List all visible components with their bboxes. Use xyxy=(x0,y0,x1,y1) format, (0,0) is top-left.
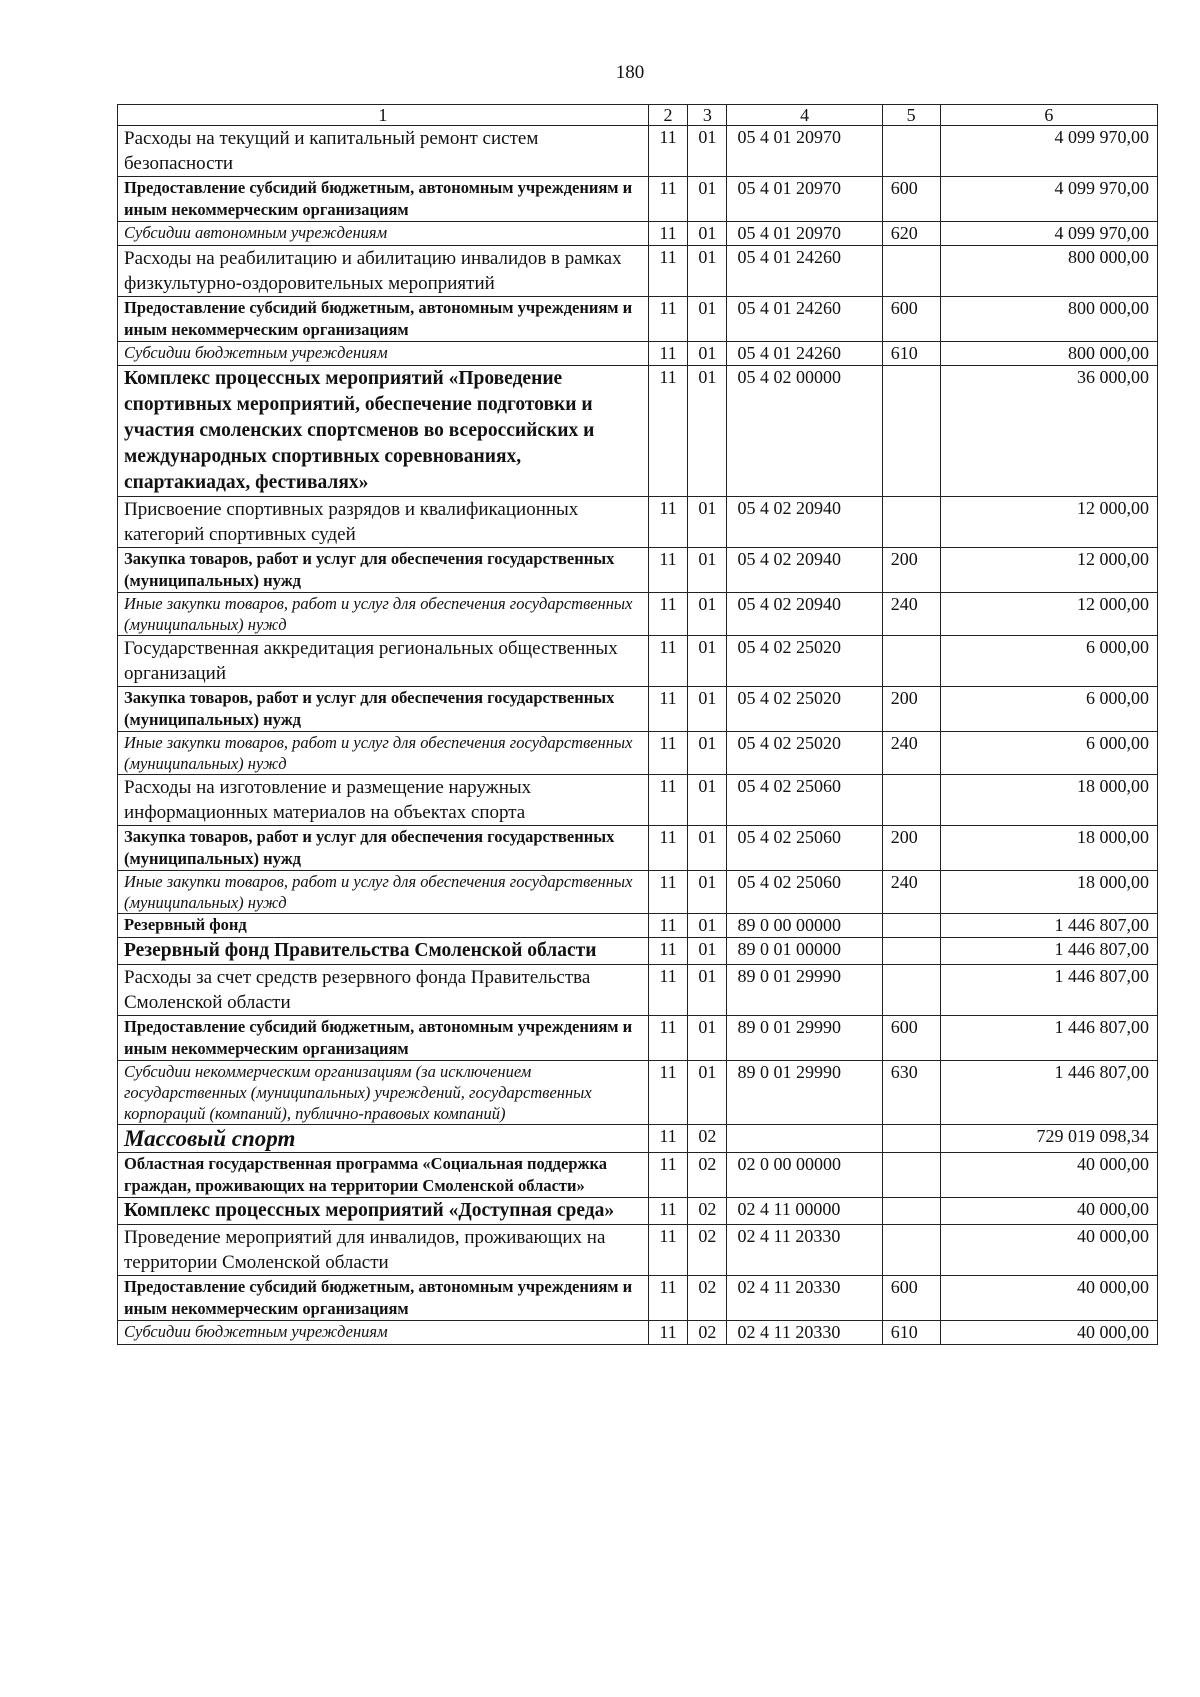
subsection-cell: 01 xyxy=(688,732,727,775)
target-article-cell: 89 0 01 29990 xyxy=(727,965,882,1016)
table-row xyxy=(118,297,1158,342)
target-article-cell: 05 4 02 25020 xyxy=(727,636,882,687)
target-article-cell: 05 4 02 25060 xyxy=(727,775,882,826)
target-article-cell: 05 4 02 20940 xyxy=(727,593,882,636)
header-col-3: 3 xyxy=(688,105,727,126)
amount-cell: 36 000,00 xyxy=(940,366,1157,497)
row-name-cell: Областная государственная программа «Социальная поддержка граждан, проживающих на территории Смоленской области» xyxy=(118,1153,649,1198)
section-cell: 11 xyxy=(648,1016,687,1061)
target-article-cell: 05 4 01 20970 xyxy=(727,222,882,246)
subsection-cell: 01 xyxy=(688,222,727,246)
row-name-cell: Закупка товаров, работ и услуг для обеспечения государственных (муниципальных) нужд xyxy=(118,687,649,732)
table-row xyxy=(118,177,1158,222)
page-number: 180 xyxy=(615,62,645,83)
subsection-cell: 01 xyxy=(688,1061,727,1125)
section-cell: 11 xyxy=(648,1153,687,1198)
expense-type-cell xyxy=(882,965,940,1016)
table-row xyxy=(118,1016,1158,1061)
table-row xyxy=(118,826,1158,871)
table-row xyxy=(118,775,1158,826)
header-col-2: 2 xyxy=(648,105,687,126)
target-article-cell: 89 0 01 00000 xyxy=(727,938,882,965)
table-row xyxy=(118,871,1158,914)
amount-cell: 6 000,00 xyxy=(940,687,1157,732)
section-cell: 11 xyxy=(648,366,687,497)
section-cell: 11 xyxy=(648,1125,687,1153)
expense-type-cell: 240 xyxy=(882,732,940,775)
section-cell: 11 xyxy=(648,126,687,177)
row-name-cell: Субсидии автономным учреждениям xyxy=(118,222,649,246)
section-cell: 11 xyxy=(648,1061,687,1125)
section-cell: 11 xyxy=(648,177,687,222)
subsection-cell: 01 xyxy=(688,775,727,826)
expense-type-cell xyxy=(882,1153,940,1198)
expense-type-cell xyxy=(882,497,940,548)
section-cell: 11 xyxy=(648,222,687,246)
table-row xyxy=(118,548,1158,593)
target-article-cell: 05 4 02 25060 xyxy=(727,871,882,914)
table-row xyxy=(118,1153,1158,1198)
subsection-cell: 01 xyxy=(688,497,727,548)
expense-type-cell: 630 xyxy=(882,1061,940,1125)
amount-cell: 18 000,00 xyxy=(940,775,1157,826)
section-cell: 11 xyxy=(648,1321,687,1345)
expense-type-cell: 610 xyxy=(882,342,940,366)
table-row xyxy=(118,1198,1158,1225)
amount-cell: 6 000,00 xyxy=(940,732,1157,775)
target-article-cell: 89 0 01 29990 xyxy=(727,1061,882,1125)
table-row xyxy=(118,593,1158,636)
target-article-cell: 05 4 01 24260 xyxy=(727,297,882,342)
table-body xyxy=(118,126,1158,1345)
header-col-5: 5 xyxy=(882,105,940,126)
amount-cell: 40 000,00 xyxy=(940,1276,1157,1321)
row-name-cell: Массовый спорт xyxy=(118,1125,649,1153)
section-cell: 11 xyxy=(648,497,687,548)
expense-type-cell: 600 xyxy=(882,1016,940,1061)
subsection-cell: 01 xyxy=(688,1016,727,1061)
row-name-cell: Расходы на изготовление и размещение наружных информационных материалов на объектах спорта xyxy=(118,775,649,826)
section-cell: 11 xyxy=(648,871,687,914)
row-name-cell: Государственная аккредитация региональных общественных организаций xyxy=(118,636,649,687)
target-article-cell: 05 4 02 25060 xyxy=(727,826,882,871)
amount-cell: 6 000,00 xyxy=(940,636,1157,687)
expense-type-cell: 200 xyxy=(882,548,940,593)
section-cell: 11 xyxy=(648,548,687,593)
expense-type-cell xyxy=(882,775,940,826)
expense-type-cell: 200 xyxy=(882,687,940,732)
table-row xyxy=(118,222,1158,246)
table-row xyxy=(118,1125,1158,1153)
section-cell: 11 xyxy=(648,593,687,636)
target-article-cell: 89 0 00 00000 xyxy=(727,914,882,938)
subsection-cell: 01 xyxy=(688,965,727,1016)
expense-type-cell: 610 xyxy=(882,1321,940,1345)
table-row xyxy=(118,497,1158,548)
section-cell: 11 xyxy=(648,914,687,938)
expense-type-cell xyxy=(882,126,940,177)
subsection-cell: 02 xyxy=(688,1198,727,1225)
subsection-cell: 01 xyxy=(688,246,727,297)
amount-cell: 1 446 807,00 xyxy=(940,1061,1157,1125)
header-col-1: 1 xyxy=(118,105,649,126)
table-row xyxy=(118,1321,1158,1345)
row-name-cell: Предоставление субсидий бюджетным, автономным учреждениям и иным некоммерческим организациям xyxy=(118,177,649,222)
target-article-cell: 89 0 01 29990 xyxy=(727,1016,882,1061)
amount-cell: 1 446 807,00 xyxy=(940,938,1157,965)
header-col-4: 4 xyxy=(727,105,882,126)
amount-cell: 729 019 098,34 xyxy=(940,1125,1157,1153)
target-article-cell: 02 0 00 00000 xyxy=(727,1153,882,1198)
expense-type-cell xyxy=(882,1125,940,1153)
target-article-cell: 02 4 11 00000 xyxy=(727,1198,882,1225)
subsection-cell: 01 xyxy=(688,548,727,593)
target-article-cell: 02 4 11 20330 xyxy=(727,1225,882,1276)
amount-cell: 18 000,00 xyxy=(940,871,1157,914)
row-name-cell: Субсидии некоммерческим организациям (за исключением государственных (муниципальных) учреждений, государственных корпораций (компаний), публично-правовых компаний) xyxy=(118,1061,649,1125)
table-row xyxy=(118,636,1158,687)
section-cell: 11 xyxy=(648,938,687,965)
amount-cell: 40 000,00 xyxy=(940,1321,1157,1345)
section-cell: 11 xyxy=(648,687,687,732)
section-cell: 11 xyxy=(648,246,687,297)
amount-cell: 1 446 807,00 xyxy=(940,1016,1157,1061)
subsection-cell: 01 xyxy=(688,366,727,497)
table-row xyxy=(118,246,1158,297)
target-article-cell: 05 4 02 20940 xyxy=(727,548,882,593)
expense-type-cell xyxy=(882,1225,940,1276)
section-cell: 11 xyxy=(648,297,687,342)
table-row xyxy=(118,938,1158,965)
target-article-cell: 02 4 11 20330 xyxy=(727,1321,882,1345)
table-row xyxy=(118,342,1158,366)
table-row xyxy=(118,687,1158,732)
row-name-cell: Закупка товаров, работ и услуг для обеспечения государственных (муниципальных) нужд xyxy=(118,826,649,871)
row-name-cell: Субсидии бюджетным учреждениям xyxy=(118,342,649,366)
amount-cell: 4 099 970,00 xyxy=(940,222,1157,246)
amount-cell: 4 099 970,00 xyxy=(940,177,1157,222)
section-cell: 11 xyxy=(648,1225,687,1276)
amount-cell: 40 000,00 xyxy=(940,1153,1157,1198)
expense-type-cell xyxy=(882,1198,940,1225)
row-name-cell: Предоставление субсидий бюджетным, автономным учреждениям и иным некоммерческим организациям xyxy=(118,297,649,342)
subsection-cell: 01 xyxy=(688,914,727,938)
section-cell: 11 xyxy=(648,965,687,1016)
amount-cell: 1 446 807,00 xyxy=(940,965,1157,1016)
target-article-cell xyxy=(727,1125,882,1153)
expense-type-cell xyxy=(882,914,940,938)
target-article-cell: 05 4 01 24260 xyxy=(727,342,882,366)
section-cell: 11 xyxy=(648,636,687,687)
expense-type-cell: 240 xyxy=(882,593,940,636)
amount-cell: 800 000,00 xyxy=(940,297,1157,342)
amount-cell: 12 000,00 xyxy=(940,593,1157,636)
table-row xyxy=(118,732,1158,775)
table-row xyxy=(118,1061,1158,1125)
amount-cell: 1 446 807,00 xyxy=(940,914,1157,938)
subsection-cell: 02 xyxy=(688,1125,727,1153)
budget-table xyxy=(117,104,1158,1345)
section-cell: 11 xyxy=(648,826,687,871)
row-name-cell: Комплекс процессных мероприятий «Проведение спортивных мероприятий, обеспечение подготовки и участия смоленских спортсменов во всероссийских и международных спортивных соревнованиях, спартакиадах, фестивалях» xyxy=(118,366,649,497)
amount-cell: 800 000,00 xyxy=(940,246,1157,297)
target-article-cell: 05 4 01 20970 xyxy=(727,177,882,222)
subsection-cell: 01 xyxy=(688,177,727,222)
row-name-cell: Иные закупки товаров, работ и услуг для обеспечения государственных (муниципальных) нужд xyxy=(118,593,649,636)
target-article-cell: 05 4 02 20940 xyxy=(727,497,882,548)
table-row xyxy=(118,126,1158,177)
row-name-cell: Расходы за счет средств резервного фонда Правительства Смоленской области xyxy=(118,965,649,1016)
amount-cell: 12 000,00 xyxy=(940,497,1157,548)
section-cell: 11 xyxy=(648,1198,687,1225)
amount-cell: 12 000,00 xyxy=(940,548,1157,593)
expense-type-cell: 620 xyxy=(882,222,940,246)
row-name-cell: Субсидии бюджетным учреждениям xyxy=(118,1321,649,1345)
section-cell: 11 xyxy=(648,1276,687,1321)
subsection-cell: 02 xyxy=(688,1276,727,1321)
amount-cell: 40 000,00 xyxy=(940,1225,1157,1276)
subsection-cell: 02 xyxy=(688,1225,727,1276)
row-name-cell: Резервный фонд xyxy=(118,914,649,938)
table-row xyxy=(118,965,1158,1016)
expense-type-cell xyxy=(882,938,940,965)
subsection-cell: 01 xyxy=(688,636,727,687)
amount-cell: 40 000,00 xyxy=(940,1198,1157,1225)
table-row xyxy=(118,914,1158,938)
subsection-cell: 02 xyxy=(688,1153,727,1198)
subsection-cell: 01 xyxy=(688,687,727,732)
subsection-cell: 01 xyxy=(688,826,727,871)
expense-type-cell xyxy=(882,636,940,687)
table-row xyxy=(118,1276,1158,1321)
target-article-cell: 05 4 02 00000 xyxy=(727,366,882,497)
row-name-cell: Предоставление субсидий бюджетным, автономным учреждениям и иным некоммерческим организациям xyxy=(118,1016,649,1061)
subsection-cell: 02 xyxy=(688,1321,727,1345)
row-name-cell: Резервный фонд Правительства Смоленской области xyxy=(118,938,649,965)
amount-cell: 18 000,00 xyxy=(940,826,1157,871)
row-name-cell: Комплекс процессных мероприятий «Доступная среда» xyxy=(118,1198,649,1225)
subsection-cell: 01 xyxy=(688,297,727,342)
table-row xyxy=(118,366,1158,497)
section-cell: 11 xyxy=(648,342,687,366)
table-header-row xyxy=(118,105,1158,126)
expense-type-cell: 600 xyxy=(882,1276,940,1321)
target-article-cell: 05 4 01 20970 xyxy=(727,126,882,177)
row-name-cell: Проведение мероприятий для инвалидов, проживающих на территории Смоленской области xyxy=(118,1225,649,1276)
row-name-cell: Присвоение спортивных разрядов и квалификационных категорий спортивных судей xyxy=(118,497,649,548)
subsection-cell: 01 xyxy=(688,938,727,965)
subsection-cell: 01 xyxy=(688,593,727,636)
target-article-cell: 05 4 02 25020 xyxy=(727,732,882,775)
table-row xyxy=(118,1225,1158,1276)
section-cell: 11 xyxy=(648,775,687,826)
row-name-cell: Расходы на текущий и капитальный ремонт систем безопасности xyxy=(118,126,649,177)
row-name-cell: Иные закупки товаров, работ и услуг для обеспечения государственных (муниципальных) нужд xyxy=(118,871,649,914)
expense-type-cell xyxy=(882,366,940,497)
row-name-cell: Закупка товаров, работ и услуг для обеспечения государственных (муниципальных) нужд xyxy=(118,548,649,593)
target-article-cell: 05 4 02 25020 xyxy=(727,687,882,732)
section-cell: 11 xyxy=(648,732,687,775)
expense-type-cell: 600 xyxy=(882,177,940,222)
target-article-cell: 02 4 11 20330 xyxy=(727,1276,882,1321)
amount-cell: 4 099 970,00 xyxy=(940,126,1157,177)
row-name-cell: Иные закупки товаров, работ и услуг для обеспечения государственных (муниципальных) нужд xyxy=(118,732,649,775)
expense-type-cell: 200 xyxy=(882,826,940,871)
subsection-cell: 01 xyxy=(688,342,727,366)
row-name-cell: Расходы на реабилитацию и абилитацию инвалидов в рамках физкультурно-оздоровительных мероприятий xyxy=(118,246,649,297)
amount-cell: 800 000,00 xyxy=(940,342,1157,366)
row-name-cell: Предоставление субсидий бюджетным, автономным учреждениям и иным некоммерческим организациям xyxy=(118,1276,649,1321)
subsection-cell: 01 xyxy=(688,871,727,914)
expense-type-cell: 240 xyxy=(882,871,940,914)
subsection-cell: 01 xyxy=(688,126,727,177)
header-col-6: 6 xyxy=(940,105,1157,126)
expense-type-cell xyxy=(882,246,940,297)
expense-type-cell: 600 xyxy=(882,297,940,342)
target-article-cell: 05 4 01 24260 xyxy=(727,246,882,297)
